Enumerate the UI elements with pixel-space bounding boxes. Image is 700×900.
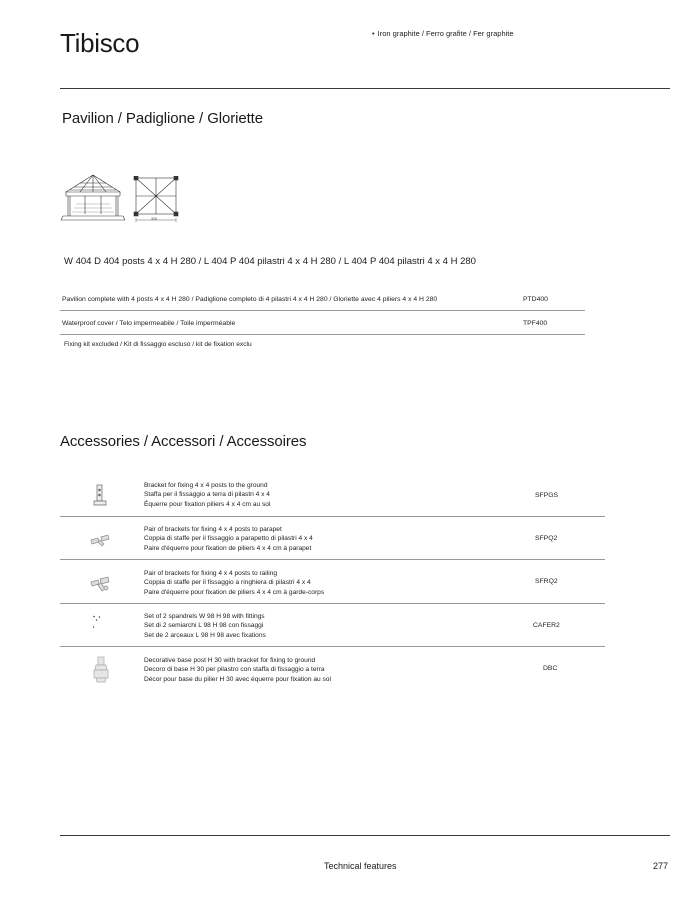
page-number: 277	[653, 861, 669, 871]
accessories-heading: Accessories / Accessori / Accessoires	[60, 433, 307, 450]
pavilion-plan-drawing	[132, 176, 180, 226]
cover-item-code: TPF400	[523, 320, 548, 327]
description-line-fr: Équerre pour fixation piliers 4 x 4 cm au sol	[144, 500, 271, 508]
page-title: Tibisco	[60, 28, 140, 58]
description-line-en: Bracket for fixing 4 x 4 posts to the ground	[144, 482, 268, 489]
accessory-description	[144, 481, 270, 509]
accessory-description	[144, 569, 324, 597]
description-line-it: Staffa per il fissaggio a terra di pilastri 4 x 4	[144, 491, 270, 499]
pavilion-heading: Pavilion / Padiglione / Gloriette	[62, 110, 263, 127]
row-divider	[60, 559, 605, 560]
description-line-en: Decorative base post H 30 with bracket for fixing to ground	[144, 657, 316, 664]
accessory-description	[144, 656, 331, 684]
header-divider	[60, 88, 670, 89]
parapet-bracket-icon	[89, 533, 111, 549]
accessory-code: SFPQ2	[535, 535, 558, 542]
fixing-kit-note: Fixing kit excluded / Kit di fissaggio escluso / kit de fixation exclu	[64, 341, 252, 348]
description-line-it: Decoro di base H 30 per pilastro con staffa di fissaggio a terra	[144, 666, 325, 674]
description-line-fr: Paire d'équerre pour fixation de piliers 4 x 4 cm à parapet	[144, 544, 312, 552]
description-line-fr: Set de 2 arceaux L 98 H 98 avec fixations	[144, 631, 266, 639]
pavilion-dimensions: W 404 D 404 posts 4 x 4 H 280 / L 404 P 404 pilastri 4 x 4 H 280 / L 404 P 404 pilastri 4 x 4 H 280	[64, 256, 476, 267]
accessory-code: DBC	[543, 665, 558, 672]
description-line-en: Pair of brackets for fixing 4 x 4 posts to railing	[144, 570, 278, 577]
description-line-en: Set of 2 spandrels W 98 H 98 with fittings	[144, 613, 265, 620]
pavilion-item-code: PTD400	[523, 296, 548, 303]
ground-bracket-icon	[92, 484, 108, 508]
accessory-code: SFRQ2	[535, 578, 558, 585]
description-line-it: Set di 2 semiarchi L 98 H 98 con fissaggi	[144, 622, 264, 630]
footer-divider	[60, 835, 670, 836]
description-line-it: Coppia di staffe per il fissaggio a ringhiera di pilastri 4 x 4	[144, 579, 311, 587]
accessory-description	[144, 612, 266, 640]
pavilion-item-description: Pavilion complete with 4 posts 4 x 4 H 280 / Padiglione completo di 4 pilastri 4 x 4 H 280 / Gloriette avec 4 piliers 4 x 4 H 280	[62, 296, 438, 303]
row-divider	[60, 646, 605, 647]
row-divider	[60, 310, 585, 311]
row-divider	[60, 334, 585, 335]
railing-bracket-icon	[88, 574, 112, 594]
row-divider	[60, 516, 605, 517]
decorative-base-icon	[92, 656, 110, 684]
accessory-description	[144, 525, 313, 553]
description-line-fr: Paire d'équerre pour fixation de piliers 4 x 4 cm à garde-corps	[144, 588, 325, 596]
description-line-en: Pair of brackets for fixing 4 x 4 posts to parapet	[144, 526, 282, 533]
plan-dimension-label: 320	[151, 217, 157, 221]
pavilion-elevation-drawing	[60, 172, 126, 224]
spandrel-icon	[90, 614, 104, 630]
cover-item-description: Waterproof cover / Telo impermeabile / Toile imperméable	[62, 320, 236, 327]
description-line-fr: Décor pour base du pilier H 30 avec équerre pour fixation au sol	[144, 675, 331, 683]
accessory-code: CAFER2	[533, 622, 560, 629]
description-line-it: Coppia di staffe per il fissaggio a parapetto di pilastri 4 x 4	[144, 535, 313, 543]
row-divider	[60, 603, 605, 604]
accessory-code: SFPGS	[535, 492, 559, 499]
footer-section-label: Technical features	[324, 861, 397, 871]
finish-label: • Iron graphite / Ferro grafite / Fer graphite	[372, 29, 514, 38]
